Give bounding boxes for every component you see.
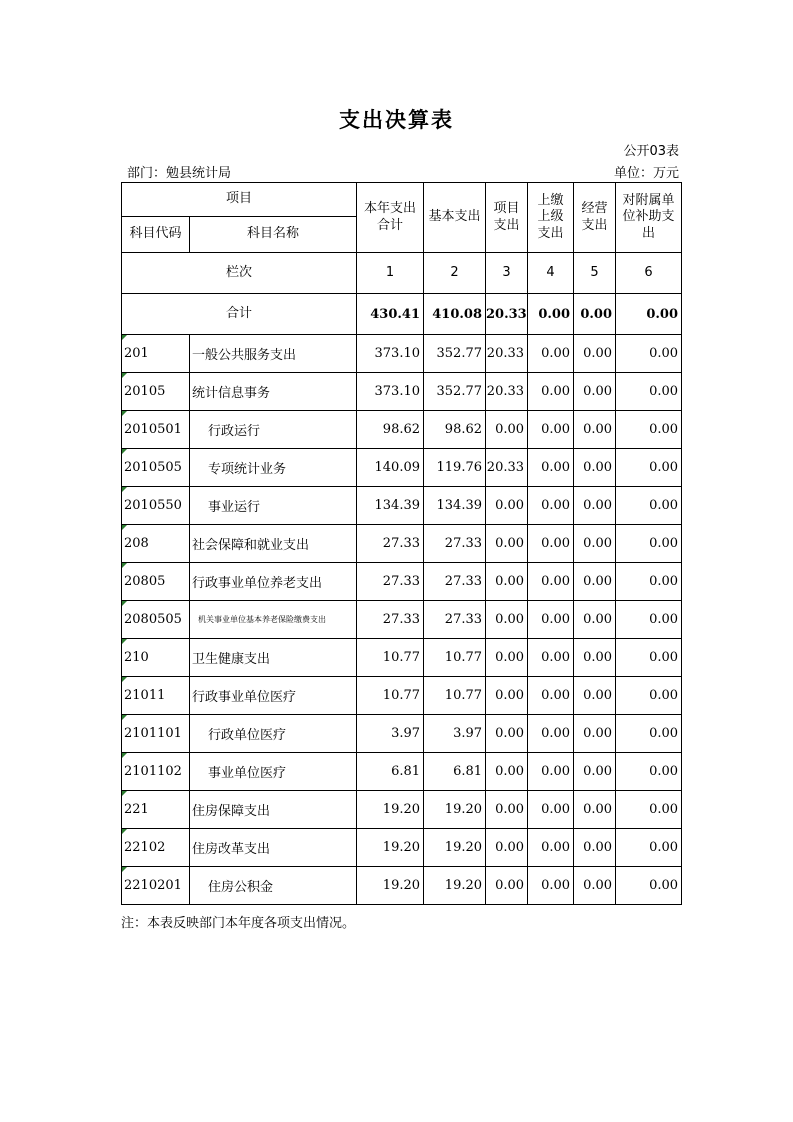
amount-cell: 0.00 [528,753,574,791]
column-index-label: 栏次 [122,253,357,294]
subject-name: 统计信息事务 [190,373,357,411]
column-index: 5 [574,253,616,294]
subject-code: 210 [122,639,190,677]
subject-name: 卫生健康支出 [190,639,357,677]
header-name: 科目名称 [190,217,357,253]
subject-code: 2010501 [122,411,190,449]
amount-cell: 0.00 [574,373,616,411]
amount-cell: 119.76 [424,449,486,487]
subject-code: 2101102 [122,753,190,791]
amount-cell: 3.97 [424,715,486,753]
table-row [122,411,682,449]
amount-cell: 0.00 [616,677,682,715]
amount-cell: 0.00 [574,449,616,487]
amount-cell: 134.39 [424,487,486,525]
amount-cell: 6.81 [424,753,486,791]
amount-cell: 0.00 [616,867,682,905]
amount-cell: 0.00 [574,639,616,677]
amount-cell: 0.00 [574,563,616,601]
amount-cell: 0.00 [616,449,682,487]
subject-name: 机关事业单位基本养老保险缴费支出 [190,601,357,639]
amount-cell: 27.33 [357,601,424,639]
table-row [122,677,682,715]
total-value: 430.41 [357,294,424,335]
amount-cell: 373.10 [357,335,424,373]
table-row [122,449,682,487]
table-row [122,373,682,411]
amount-cell: 0.00 [486,411,528,449]
amount-cell: 10.77 [424,677,486,715]
subject-code: 201 [122,335,190,373]
amount-cell: 27.33 [424,563,486,601]
amount-cell: 27.33 [424,525,486,563]
subject-name: 住房公积金 [190,867,357,905]
amount-cell: 0.00 [486,791,528,829]
subject-name: 行政事业单位医疗 [190,677,357,715]
expenditure-table [121,182,682,905]
amount-cell: 0.00 [486,639,528,677]
column-index: 2 [424,253,486,294]
amount-cell: 0.00 [616,525,682,563]
header-item: 项目 [122,183,357,217]
amount-cell: 0.00 [616,753,682,791]
amount-cell: 98.62 [357,411,424,449]
subject-code: 2080505 [122,601,190,639]
amount-cell: 0.00 [528,525,574,563]
subject-name: 住房保障支出 [190,791,357,829]
amount-cell: 0.00 [486,867,528,905]
amount-cell: 6.81 [357,753,424,791]
amount-cell: 98.62 [424,411,486,449]
amount-cell: 0.00 [486,487,528,525]
amount-cell: 0.00 [486,715,528,753]
subject-name: 住房改革支出 [190,829,357,867]
subject-name: 行政运行 [190,411,357,449]
amount-cell: 0.00 [616,639,682,677]
table-row [122,335,682,373]
amount-cell: 0.00 [574,601,616,639]
total-value: 0.00 [616,294,682,335]
amount-cell: 0.00 [616,373,682,411]
amount-cell: 0.00 [616,335,682,373]
table-row [122,867,682,905]
subject-code: 20805 [122,563,190,601]
amount-cell: 0.00 [528,639,574,677]
amount-cell: 0.00 [528,867,574,905]
amount-cell: 0.00 [528,791,574,829]
table-row [122,563,682,601]
total-value: 0.00 [528,294,574,335]
subject-code: 20105 [122,373,190,411]
amount-cell: 0.00 [528,487,574,525]
amount-cell: 0.00 [528,411,574,449]
amount-cell: 0.00 [486,753,528,791]
amount-cell: 0.00 [528,677,574,715]
table-row [122,791,682,829]
amount-cell: 0.00 [616,791,682,829]
subject-code: 2101101 [122,715,190,753]
header-business: 经营支出 [574,183,616,253]
total-value: 410.08 [424,294,486,335]
subject-code: 221 [122,791,190,829]
column-index: 3 [486,253,528,294]
subject-code: 2210201 [122,867,190,905]
amount-cell: 0.00 [486,601,528,639]
amount-cell: 373.10 [357,373,424,411]
amount-cell: 10.77 [357,639,424,677]
total-row [122,294,682,335]
column-index: 6 [616,253,682,294]
subject-code: 208 [122,525,190,563]
amount-cell: 0.00 [616,411,682,449]
amount-cell: 0.00 [574,791,616,829]
subject-code: 2010550 [122,487,190,525]
amount-cell: 27.33 [424,601,486,639]
amount-cell: 0.00 [574,487,616,525]
column-index: 4 [528,253,574,294]
subject-name: 事业运行 [190,487,357,525]
amount-cell: 0.00 [616,563,682,601]
amount-cell: 0.00 [574,753,616,791]
total-value: 20.33 [486,294,528,335]
amount-cell: 20.33 [486,373,528,411]
amount-cell: 19.20 [357,829,424,867]
table-row [122,525,682,563]
table-row [122,639,682,677]
amount-cell: 10.77 [424,639,486,677]
amount-cell: 27.33 [357,525,424,563]
amount-cell: 0.00 [616,601,682,639]
table-row [122,487,682,525]
amount-cell: 0.00 [528,449,574,487]
amount-cell: 0.00 [574,867,616,905]
header-basic: 基本支出 [424,183,486,253]
subject-code: 22102 [122,829,190,867]
amount-cell: 0.00 [574,335,616,373]
column-index: 1 [357,253,424,294]
amount-cell: 0.00 [574,677,616,715]
form-number: 公开03表 [623,144,679,159]
amount-cell: 0.00 [616,829,682,867]
table-row [122,829,682,867]
amount-cell: 20.33 [486,449,528,487]
subject-name: 事业单位医疗 [190,753,357,791]
table-row [122,715,682,753]
amount-cell: 134.39 [357,487,424,525]
header-upper: 上缴上级支出 [528,183,574,253]
amount-cell: 20.33 [486,335,528,373]
subject-code: 2010505 [122,449,190,487]
amount-cell: 0.00 [486,563,528,601]
total-label: 合计 [122,294,357,335]
amount-cell: 19.20 [357,867,424,905]
amount-cell: 0.00 [528,715,574,753]
amount-cell: 19.20 [424,791,486,829]
page-title: 支出决算表 [339,108,454,132]
subject-code: 21011 [122,677,190,715]
amount-cell: 352.77 [424,335,486,373]
amount-cell: 0.00 [486,677,528,715]
footnote: 注：本表反映部门本年度各项支出情况。 [121,916,356,931]
amount-cell: 27.33 [357,563,424,601]
amount-cell: 0.00 [616,715,682,753]
amount-cell: 0.00 [616,487,682,525]
amount-cell: 352.77 [424,373,486,411]
amount-cell: 0.00 [486,525,528,563]
header-project: 项目支出 [486,183,528,253]
amount-cell: 10.77 [357,677,424,715]
amount-cell: 0.00 [486,829,528,867]
subject-name: 行政单位医疗 [190,715,357,753]
amount-cell: 0.00 [574,829,616,867]
amount-cell: 0.00 [528,601,574,639]
header-total: 本年支出合计 [357,183,424,253]
amount-cell: 19.20 [424,867,486,905]
subject-name: 一般公共服务支出 [190,335,357,373]
amount-cell: 0.00 [574,411,616,449]
subject-name: 专项统计业务 [190,449,357,487]
header-code: 科目代码 [122,217,190,253]
unit-label: 单位：万元 [613,166,679,181]
amount-cell: 140.09 [357,449,424,487]
amount-cell: 0.00 [528,563,574,601]
amount-cell: 19.20 [424,829,486,867]
department-label: 部门：勉县统计局 [127,166,232,181]
amount-cell: 0.00 [528,335,574,373]
subject-name: 社会保障和就业支出 [190,525,357,563]
amount-cell: 0.00 [574,715,616,753]
total-value: 0.00 [574,294,616,335]
table-row [122,601,682,639]
amount-cell: 0.00 [574,525,616,563]
amount-cell: 3.97 [357,715,424,753]
table-row [122,753,682,791]
header-subsidy: 对附属单位补助支出 [616,183,682,253]
amount-cell: 0.00 [528,829,574,867]
subject-name: 行政事业单位养老支出 [190,563,357,601]
amount-cell: 19.20 [357,791,424,829]
amount-cell: 0.00 [528,373,574,411]
